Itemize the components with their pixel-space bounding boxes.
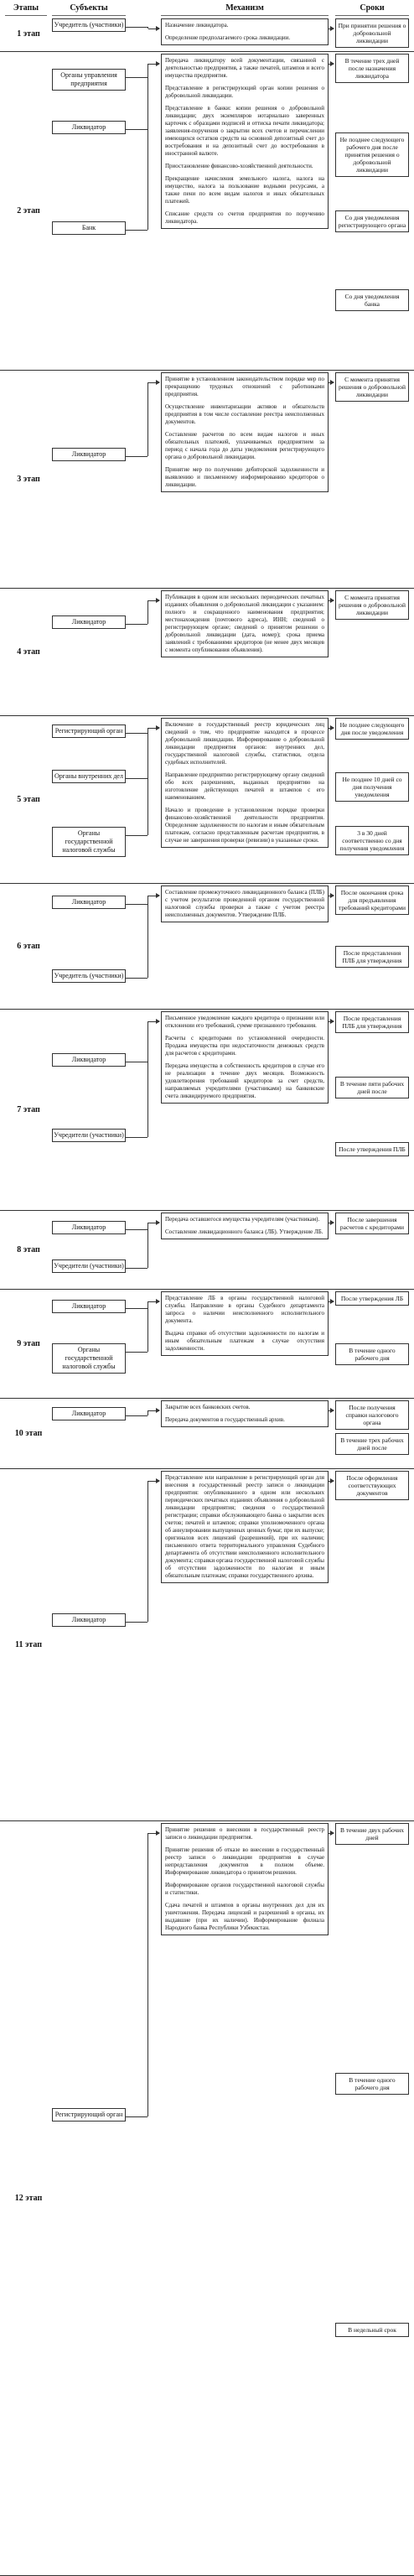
header-underline [5,15,47,16]
connector-line [126,1308,147,1309]
connector-line [147,1021,148,1137]
subject-box: Органы государственной налоговой службы [52,1343,126,1374]
mechanism-text: Представление в банки: копии решения о добровольной ликвидации; двух экземпляров нотариально заверенных карточек с образцами подписей и оттиска печати ликвидатора; заявления-поручения о закрытии всех счетов и перечислении имеющихся остатков средств на основной депозитный счет до востребования и на депозитный счет до востребования в иностранной валюте. [165,105,324,157]
stage-label: 1 этап [17,29,40,39]
mechanism-text: Определение предполагаемого срока ликвидации. [165,34,291,41]
mechanism-box [161,18,329,45]
connector-line [126,1352,147,1353]
mechanism-box [161,1291,329,1356]
connector-line [126,27,147,28]
arrow-right-icon [148,1481,159,1482]
deadline-box: При принятии решения о добровольной ликвидации [335,18,409,48]
mechanism-text: Начало и проведение в установленном порядке проверки финансово-хозяйственной деятельности предприятия. Определение задолженности по налогам и иным обязательным платежам, согласно представленным расчетам предприятия, в случае не завершения проверки (ревизии) в указанные сроки. [165,807,324,844]
deadline-box: После утверждения ЛБ [335,1291,409,1306]
table-row [0,716,414,884]
deadline-box: Не позднее 10 дней со дня получения уведомления [335,772,409,802]
table-row [0,1469,414,1821]
mechanism-box [161,886,329,922]
mechanism-box [161,372,329,492]
header-underline [52,15,126,16]
subject-box: Органы государственной налоговой службы [52,827,126,857]
mechanism-text: Письменное уведомление каждого кредитора о признании или отклонении его требований, сумме признанного требования. [165,1015,324,1029]
header-stage: Этапы [13,3,39,13]
mechanism-text: Выдача справки об отсутствии задолженности по налогам и иным обязательным платежам в случае отсутствия задолженности. [165,1330,324,1352]
mechanism-text: Передача документов в государственный архив. [165,1416,285,1423]
table-row [0,371,414,589]
mechanism-box [161,1213,329,1239]
connector-line [147,382,148,456]
arrow-right-icon [148,1021,159,1022]
connector-line [126,1229,147,1230]
mechanism-text: Включение в государственный реестр юридических лиц сведений о том, что предприятие находится в процессе добровольной ликвидации. Информирование о добровольной ликвидации предприятия органов: внутренних дел, государственной налоговой службы, статистики, отдела судебных исполнителей. [165,721,324,766]
deadline-box: После оформления соответствующих документов [335,1471,409,1500]
arrow-right-icon [329,382,334,383]
table-row [0,589,414,716]
deadline-box: 3 в 30 дней соответственно со дня получения уведомления [335,826,409,855]
deadline-box: Со дня уведомления регистрирующего органа [335,210,409,232]
deadline-box: После утверждения ПЛБ [335,1142,409,1156]
connector-line [126,129,147,130]
stage-label: 12 этап [14,2194,43,2203]
subject-box: Банк [52,221,126,235]
deadline-box: В течение трех рабочих дней после [335,1433,409,1455]
mechanism-text: Представление ЛБ в органы государственной налоговой службы. Направление в органы Судебного департамента запроса о наличии неисполненного исполнительного документа. [165,1295,324,1324]
mechanism-text: Расчеты с кредиторами по установленной очередности. Продажа имущества при недостаточности денежных средств для расчетов с кредиторами. [165,1035,324,1057]
subject-box: Органы внутренних дел [52,770,126,783]
mechanism-text: Списание средств со счетов предприятия по поручению ликвидатора. [165,210,324,225]
connector-line [126,778,147,779]
connector-line [126,456,147,457]
arrow-right-icon [329,64,334,65]
mechanism-text: Передача оставшегося имущества учредителям (участникам). [165,1216,320,1223]
stage-label: 8 этап [17,1245,40,1254]
mechanism-text: Назначение ликвидатора. [165,22,229,29]
header-mechanism: Механизм [225,3,264,13]
arrow-right-icon [329,1481,334,1482]
connector-line [147,600,148,624]
mechanism-box [161,1471,329,1583]
deadline-box: После получения справки налогового органа [335,1400,409,1430]
mechanism-text: Сдача печатей и штампов в органы внутренних дел для их уничтожения. Передача лицензий и разрешений в органы, их выдавшие (при их наличии). Информирование филиала Народного банка Республики Узбекистан. [165,1902,324,1931]
arrow-right-icon [329,1833,334,1834]
table-header [0,0,414,17]
arrow-right-icon [329,1301,334,1302]
deadline-box: После представления ПЛБ для утверждения [335,946,409,968]
mechanism-text: Публикация в одном или нескольких периодических печатных изданиях объявления о добровольной ликвидации с указанием: полного и сокращенного наименования предприятия; местонахождения (почтового адреса), ИНН; сведений о регистрирующем органе; сведений о принятом решении о добровольной ликвидации (дата, номер); срока приема заявлений с требованиями кредиторов (не менее двух месяцев с момента опубликования объявления). [165,594,324,653]
deadline-box: В течение одного рабочего дня [335,1343,409,1365]
mechanism-box [161,1400,329,1427]
subject-box: Ликвидатор [52,448,126,461]
connector-line [126,835,147,836]
connector-line [126,1137,147,1138]
table-row [0,1211,414,1290]
stage-label: 9 этап [17,1339,40,1348]
subject-box: Ликвидатор [52,1407,126,1420]
connector-line [147,1223,148,1268]
connector-line [147,1301,148,1352]
subject-box: Ликвидатор [52,615,126,629]
connector-line [147,1833,148,2116]
arrow-right-icon [329,600,334,601]
subject-box: Ликвидатор [52,1221,126,1234]
mechanism-text: Информирование органов государственной налоговой службы и статистики. [165,1882,324,1896]
mechanism-text: Прекращение начисления земельного налога, налога на имущество, налога за пользование водными ресурсами, а также пени по всем видам налогов и иных обязательных платежей. [165,175,324,205]
stage-label: 3 этап [17,475,40,484]
mechanism-text: Составление промежуточного ликвидационного баланса (ПЛБ) с учетом результатов проведенной органом государственной налоговой службы проверки а также с учетом реестра неисполненных документов. Утверждение ПЛБ. [165,889,324,918]
subject-box: Регистрирующий орган [52,2108,126,2122]
connector-line [147,1481,148,1622]
deadline-box: С момента принятия решения о добровольной ликвидации [335,590,409,620]
mechanism-text: Представление или направление в регистрирующий орган для внесения в государственный реестр записи о ликвидации предприятия: опубликованного в одном или нескольких периодических печатных изданиях объявления о добровольной ликвидации предприятия; сведения о государственной регистрации; справки обслуживающего банка о закрытии всех счетов; печатей и штампов; справки уполномоченного органа об аннулировании выпущенных ценных бумаг, при их выпуске; оригиналов всех лицензий (разрешений), при их наличии; письменного ответа территориального управления Судебного департамента об отсутствии неисполненного исполнительного документа; справки органа государственной налоговой службы об отсутствии задолженности по налогам и иным обязательным платежам; справки государственного архива. [165,1474,324,1579]
arrow-right-icon [329,1021,334,1022]
table-row [0,884,414,1010]
connector-line [126,2116,147,2117]
table-row [0,17,414,52]
connector-line [126,904,147,905]
deadline-box: Не позднее следующего дня после уведомления [335,718,409,740]
subject-box: Органы управления предприятия [52,69,126,91]
deadline-box: С момента принятия решения о добровольной ликвидации [335,372,409,402]
stage-label: 4 этап [17,647,40,657]
mechanism-text: Приостановление финансово-хозяйственной деятельности. [165,163,313,169]
connector-line [147,64,148,230]
header-subject: Субъекты [70,3,108,13]
stage-label: 6 этап [17,942,40,951]
deadline-box: В течение двух рабочих дней [335,1823,409,1845]
mechanism-text: Принятие решения об отказе во внесении в государственный реестр записи о ликвидации предприятия в случае непредставления документов в полном объеме. Информирование ликвидатора о принятом решении. [165,1846,324,1876]
deadline-box: Не позднее следующего рабочего дня после принятия решения о добровольной ликвидации [335,132,409,177]
arrow-right-icon [148,728,159,729]
subject-box: Регистрирующий орган [52,724,126,738]
connector-line [126,1415,147,1416]
mechanism-text: Представление в регистрирующий орган копии решения о добровольной ликвидации. [165,85,324,99]
mechanism-box [161,1823,329,1935]
mechanism-box [161,1011,329,1104]
subject-box: Учредитель (участники) [52,18,126,32]
mechanism-box [161,590,329,657]
subject-box: Учредитель (участники) [52,969,126,983]
deadline-box: После завершения расчетов с кредиторами [335,1213,409,1234]
connector-line [147,728,148,835]
stage-label: 5 этап [17,795,40,804]
stage-label: 2 этап [17,206,40,216]
arrow-right-icon [329,728,334,729]
arrow-right-icon [148,64,159,65]
connector-line [126,230,147,231]
subject-box: Ликвидатор [52,896,126,909]
deadline-box: В недельный срок [335,2323,409,2337]
stage-label: 10 этап [14,1429,43,1438]
arrow-right-icon [148,1410,159,1411]
subject-box: Ликвидатор [52,1613,126,1627]
subject-box: Учредители (участники) [52,1259,126,1273]
mechanism-text: Принятие решения о внесении в государственный реестр записи о ликвидации предприятия. [165,1826,324,1841]
mechanism-box [161,718,329,848]
connector-line [126,978,147,979]
header-underline [335,15,409,16]
header-underline [161,15,329,16]
connector-line [126,624,147,625]
deadline-box: В течение пяти рабочих дней после [335,1077,409,1098]
arrow-right-icon [148,1833,159,1834]
connector-line [147,896,148,978]
subject-box: Ликвидатор [52,1300,126,1313]
table-row [0,1010,414,1211]
mechanism-text: Закрытие всех банковских счетов. [165,1404,251,1410]
table-row [0,1290,414,1399]
arrow-right-icon [148,600,159,601]
arrow-right-icon [148,1301,159,1302]
arrow-right-icon [329,1410,334,1411]
mechanism-text: Передача ликвидатору всей документации, связанной с деятельностью предприятия, а также печатей, штампов и всего имущества предприятия. [165,57,324,79]
stage-label: 11 этап [15,1640,42,1649]
connector-line [126,77,147,78]
deadline-box: После окончания срока для предъявления требований кредиторами [335,886,409,915]
connector-line [126,1622,147,1623]
header-deadline: Сроки [360,3,385,13]
mechanism-box [161,54,329,229]
arrow-right-icon [148,382,159,383]
mechanism-text: Осуществление инвентаризации активов и обязательств предприятия в том числе составление реестра неисполненных документов. [165,403,324,425]
mechanism-text: Передача имущества в собственность кредиторов в случае его не реализации в течение двух месяцев. Возможность удовлетворения требований кредиторов за счет средств, направляемых учредителями (участниками) на банковские счета ликвидируемого предприятия. [165,1062,324,1099]
mechanism-text: Принятие в установленном законодательством порядке мер по прекращению трудовых отношений с работниками предприятия. [165,376,324,397]
deadline-box: Со дня уведомления банка [335,289,409,311]
subject-box: Ликвидатор [52,1053,126,1067]
mechanism-text: Направление предприятию регистрирующему органу сведений обо всех разрешениях, выданных предприятию на изготовление действующих печатей и штампов с его наименованием. [165,771,324,801]
mechanism-text: Составление расчетов по всем видам налогов и иных обязательных платежей, уплачиваемых предприятием за период с начала года до даты уведомления регистрирующего органа о добровольной ликвидации. [165,431,324,460]
table-row [0,52,414,371]
table-row [0,1399,414,1469]
subject-box: Учредители (участники) [52,1129,126,1142]
mechanism-text: Принятие мер по получению дебиторской задолженности и выявлению и письменному информированию кредиторов о ликвидации. [165,466,324,488]
connector-line [126,1268,147,1269]
table-row [0,1821,414,2576]
deadline-box: После представления ПЛБ для утверждения [335,1011,409,1033]
stage-label: 7 этап [17,1105,40,1114]
deadline-box: В течение трех дней после назначения ликвидатора [335,54,409,83]
subject-box: Ликвидатор [52,121,126,134]
connector-line [126,733,147,734]
deadline-box: В течение одного рабочего дня [335,2073,409,2095]
mechanism-text: Составление ликвидационного баланса (ЛБ). Утверждение ЛБ. [165,1228,323,1235]
